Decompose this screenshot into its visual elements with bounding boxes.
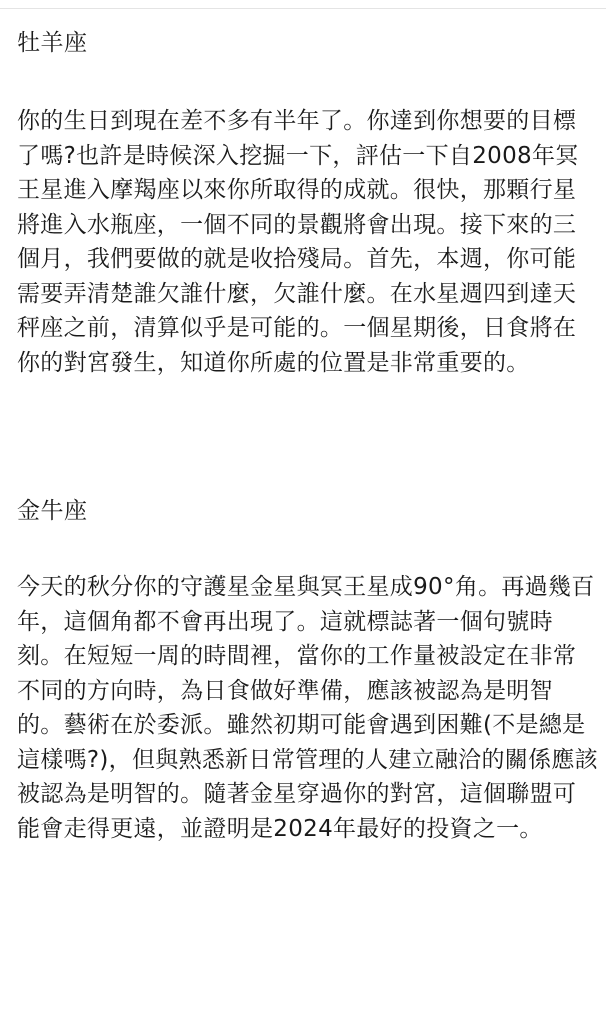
- horoscope-section-aries: [17, 24, 599, 380]
- article-content: [17, 24, 599, 846]
- section-title-taurus: 金牛座: [17, 498, 88, 524]
- section-title-aries: 牡羊座: [17, 30, 88, 56]
- section-body-taurus: 今天的秋分你的守護星金星與冥王星成90°角。再過幾百年，這個角都不會再出現了。這就標誌著一個句號時刻。在短短一周的時間裡，當你的工作量被設定在非常不同的方向時，為日食做好準備，應該被認為是明智的。藝術在於委派。雖然初期可能會遇到困難(不是總是這樣嗎?)，但與熟悉新日常管理的人建立融洽的關係應該被認為是明智的。隨著金星穿過你的對宮，這個聯盟可能會走得更遠，並證明是2024年最好的投資之一。: [17, 574, 598, 842]
- top-divider: [0, 8, 606, 9]
- horoscope-section-taurus: [17, 492, 599, 846]
- section-body-aries: 你的生日到現在差不多有半年了。你達到你想要的目標了嗎?也許是時候深入挖掘一下，評估一下自2008年冥王星進入摩羯座以來你所取得的成就。很快，那顆行星將進入水瓶座，一個不同的景觀將會出現。接下來的三個月，我們要做的就是收拾殘局。首先，本週，你可能需要弄清楚誰欠誰什麼，欠誰什麼。在水星週四到達天秤座之前，清算似乎是可能的。一個星期後，日食將在你的對宮發生，知道你所處的位置是非常重要的。: [17, 108, 579, 376]
